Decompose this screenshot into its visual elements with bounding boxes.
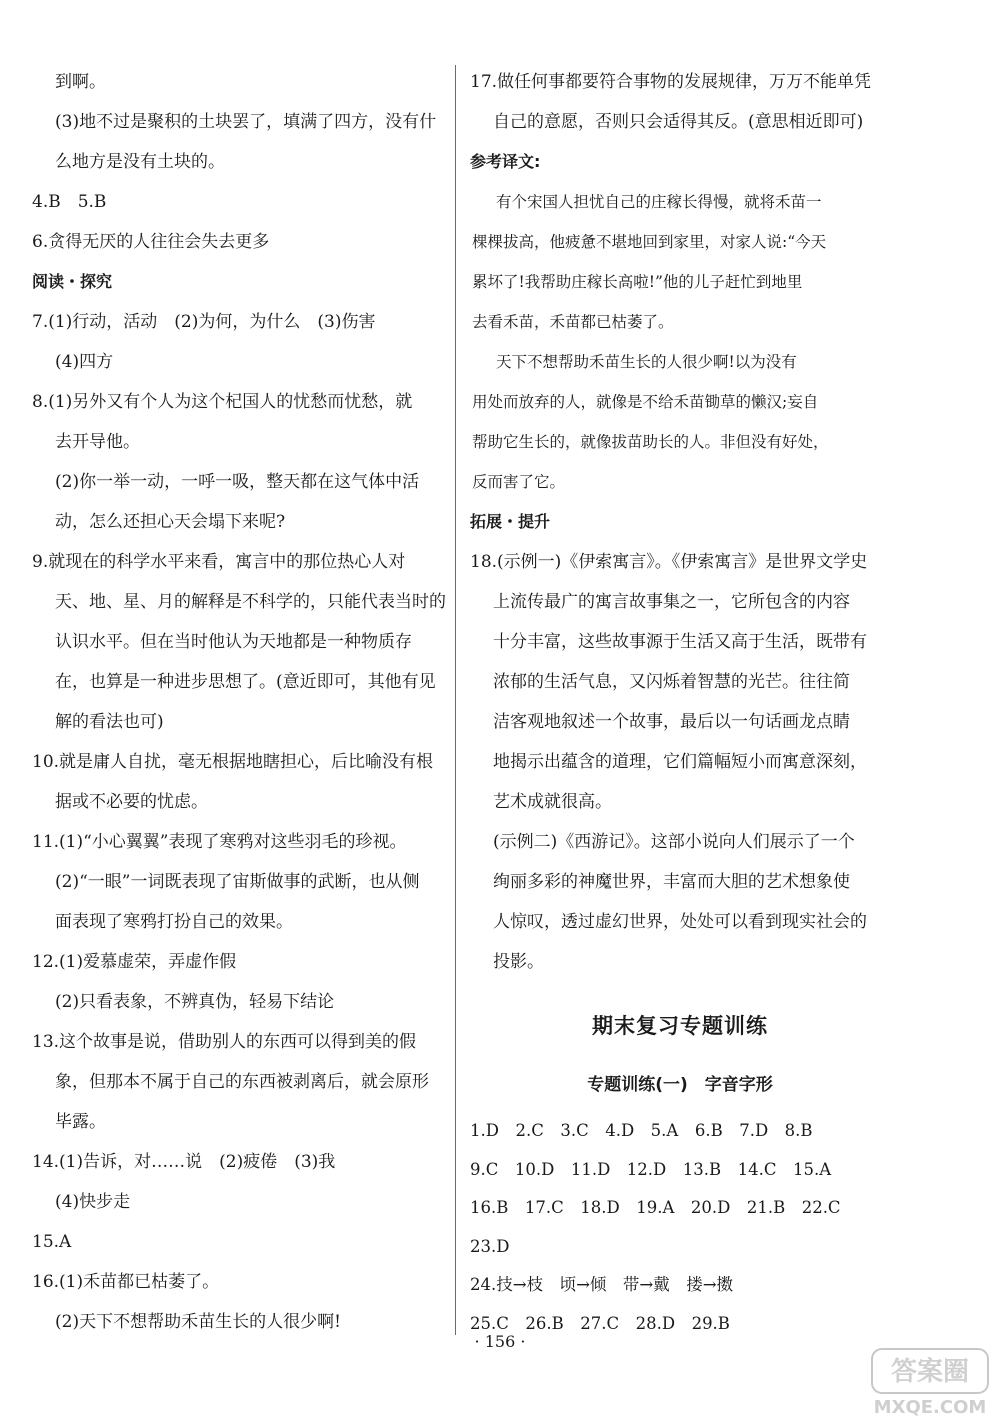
mcq-answer-row: 23.D	[470, 1236, 510, 1256]
answer-line: 在，也算是一种进步思想了。(意近即可，其他有见	[55, 672, 436, 692]
section-title: 期末复习专题训练	[592, 1014, 768, 1038]
translation-line: 去看禾苗，禾苗都已枯萎了。	[472, 313, 674, 331]
answer-line: 17.做任何事都要符合事物的发展规律，万万不能单凭	[470, 72, 872, 92]
answer-line: 13.这个故事是说，借助别人的东西可以得到美的假	[32, 1032, 417, 1052]
answer-line: 自己的意愿，否则只会适得其反。(意思相近即可)	[493, 112, 864, 132]
mcq-answer-row: 25.C 26.B 27.C 28.D 29.B	[470, 1313, 730, 1333]
answer-line: (4)快步走	[55, 1192, 131, 1212]
translation-line: 棵棵拔高，他疲惫不堪地回到家里，对家人说:“今天	[472, 233, 827, 251]
answer-line: 15.A	[32, 1232, 72, 1252]
answer-line: 面表现了寒鸦打扮自己的效果。	[55, 912, 293, 932]
answer-line: (示例二)《西游记》。这部小说向人们展示了一个	[493, 832, 855, 852]
answer-line: 地揭示出蕴含的道理，它们篇幅短小而寓意深刻，	[493, 752, 867, 772]
answer-line: 洁客观地叙述一个故事，最后以一句话画龙点睛	[493, 712, 850, 732]
answer-line: (2)只看表象，不辨真伪，轻易下结论	[55, 992, 335, 1012]
section-heading-extension: 拓展・提升	[470, 512, 551, 531]
answer-line: 10.就是庸人自扰，毫无根据地瞎担心，后比喻没有根	[32, 752, 434, 772]
column-divider	[455, 65, 456, 1335]
page-number: · 156 ·	[474, 1332, 526, 1351]
translation-line: 反而害了它。	[472, 473, 566, 491]
translation-line: 天下不想帮助禾苗生长的人很少啊!以为没有	[496, 353, 797, 371]
translation-line: 帮助它生长的，就像拔苗助长的人。非但没有好处，	[472, 433, 829, 451]
answer-line: 16.(1)禾苗都已枯萎了。	[32, 1272, 220, 1292]
mcq-answer-row: 24.技→枝 顷→倾 带→戴 搂→擞	[470, 1275, 734, 1294]
right-column	[470, 62, 890, 1343]
section-heading-reading: 阅读・探究	[32, 272, 113, 291]
answer-line: 9.就现在的科学水平来看，寓言中的那位热心人对	[32, 552, 406, 572]
answer-line: 认识水平。但在当时他认为天地都是一种物质存	[55, 632, 412, 652]
answer-line: (4)四方	[55, 352, 114, 372]
answer-line: (2)你一举一动，一呼一吸，整天都在这气体中活	[55, 472, 420, 492]
answer-line: 象，但那本不属于自己的东西被剥离后，就会原形	[55, 1072, 429, 1092]
answer-line: 到啊。	[55, 72, 106, 92]
translation-line: 用处而放弃的人，就像是不给禾苗锄草的懒汉;妄自	[472, 393, 819, 411]
answer-line: 18.(示例一)《伊索寓言》。《伊索寓言》是世界文学史	[470, 552, 868, 572]
answer-line: (3)地不过是聚积的土块罢了，填满了四方，没有什	[55, 112, 437, 132]
answer-line: 上流传最广的寓言故事集之一，它所包含的内容	[493, 592, 850, 612]
answer-line: (2)天下不想帮助禾苗生长的人很少啊!	[55, 1312, 341, 1332]
translation-line: 有个宋国人担忧自己的庄稼长得慢，就将禾苗一	[496, 193, 822, 211]
answer-line: 11.(1)“小心翼翼”表现了寒鸦对这些羽毛的珍视。	[32, 832, 407, 852]
answer-line: 去开导他。	[55, 432, 140, 452]
answer-line: 天、地、星、月的解释是不科学的，只能代表当时的	[55, 592, 446, 612]
answer-line: 8.(1)另外又有个人为这个杞国人的忧愁而忧愁，就	[32, 392, 413, 412]
answer-line: 7.(1)行动，活动 (2)为何，为什么 (3)伤害	[32, 312, 376, 332]
watermark-bottom-text: MXQE.COM	[873, 1397, 987, 1418]
section-heading-translation: 参考译文:	[470, 152, 541, 171]
answer-line: 艺术成就很高。	[493, 792, 612, 812]
answer-line: 人惊叹，透过虚幻世界，处处可以看到现实社会的	[493, 912, 867, 932]
answer-line: 动，怎么还担心天会塌下来呢?	[55, 512, 286, 532]
watermark-logo	[870, 1347, 990, 1419]
answer-line: 么地方是没有土块的。	[55, 152, 225, 172]
subsection-title: 专题训练(一) 字音字形	[587, 1075, 773, 1095]
answer-line: 6.贪得无厌的人往往会失去更多	[32, 232, 270, 252]
answer-line: 4.B 5.B	[32, 192, 107, 212]
mcq-answer-row: 9.C 10.D 11.D 12.D 13.B 14.C 15.A	[470, 1159, 832, 1179]
answer-line: 据或不必要的忧虑。	[55, 792, 208, 812]
watermark-top-text: 答案圈	[890, 1357, 970, 1387]
answer-line: 12.(1)爱慕虚荣，弄虚作假	[32, 952, 237, 972]
translation-line: 累坏了!我帮助庄稼长高啦!”他的儿子赶忙到地里	[472, 273, 803, 291]
answer-line: 十分丰富，这些故事源于生活又高于生活，既带有	[493, 632, 867, 652]
answer-line: 毕露。	[55, 1112, 106, 1132]
answer-line: 14.(1)告诉，对……说 (2)疲倦 (3)我	[32, 1152, 336, 1172]
answer-line: (2)“一眼”一词既表现了宙斯做事的武断，也从侧	[55, 872, 420, 892]
answer-line: 浓郁的生活气息，又闪烁着智慧的光芒。往往简	[493, 672, 850, 692]
answer-line: 绚丽多彩的神魔世界，丰富而大胆的艺术想象使	[493, 872, 850, 892]
answer-line: 投影。	[493, 952, 544, 972]
left-column	[32, 62, 446, 1342]
mcq-answer-row: 1.D 2.C 3.C 4.D 5.A 6.B 7.D 8.B	[470, 1121, 813, 1140]
answer-line: 解的看法也可)	[55, 712, 164, 732]
mcq-answer-row: 16.B 17.C 18.D 19.A 20.D 21.B 22.C	[470, 1198, 841, 1217]
